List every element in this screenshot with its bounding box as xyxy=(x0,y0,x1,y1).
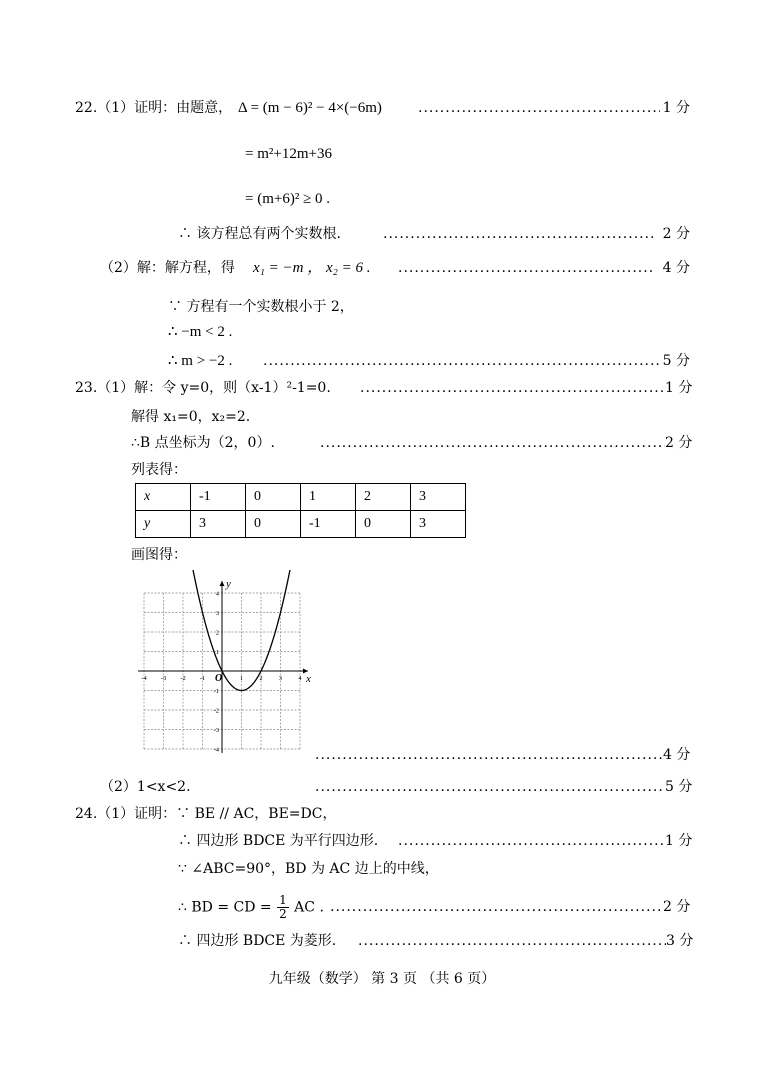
q23-line3-text: ∴B 点坐标为（2，0）. xyxy=(131,435,275,451)
y-tick-label: 1 xyxy=(215,649,219,656)
y-tick-label: 3 xyxy=(215,610,219,617)
q22-line8-text: ∴ m > −2 . xyxy=(168,353,233,369)
x-tick-label: 4 xyxy=(298,675,302,682)
leader-dots xyxy=(398,831,665,851)
table-cell: 0 xyxy=(246,511,301,538)
leader-dots xyxy=(398,258,655,278)
table-cell: 3 xyxy=(411,484,466,511)
table-cell: 2 xyxy=(356,484,411,511)
table-row xyxy=(136,484,466,511)
q24-line2-text: ∴ 四边形 BDCE 为平行四边形. xyxy=(178,833,379,849)
y-tick-label: -4 xyxy=(213,746,219,754)
q23-line1-points: 1 分 xyxy=(665,380,693,396)
x-tick-label: -2 xyxy=(180,675,186,682)
q23-line3-points: 2 分 xyxy=(665,435,693,451)
leader-dots xyxy=(360,378,665,398)
q24-line4-points: 2 分 xyxy=(663,899,691,915)
q22-line1-math: Δ = (m − 6)² − 4×(−6m) xyxy=(238,100,382,116)
fraction-one-half xyxy=(277,894,289,921)
table-cell: 3 xyxy=(411,511,466,538)
leader-dots xyxy=(315,745,663,765)
q22-line1-points: 1 分 xyxy=(662,100,690,116)
table-cell: -1 xyxy=(191,484,246,511)
q22-line4-points: 2 分 xyxy=(662,226,690,242)
y-tick-label: 4 xyxy=(215,590,219,598)
q24-line4 xyxy=(178,894,324,920)
q24-line1-text: 24.（1）证明：∵ BE // AC，BE=DC， xyxy=(75,806,337,822)
parabola-curve xyxy=(187,570,295,690)
x-tick-label: 3 xyxy=(278,675,283,682)
q24-line4-suffix: AC . xyxy=(294,899,324,916)
y-tick-label: -1 xyxy=(213,688,219,695)
table-cell: 3 xyxy=(191,511,246,538)
table-cell: -1 xyxy=(301,511,356,538)
y-axis-arrow xyxy=(220,581,225,586)
q23-line2-text: 解得 x₁=0，x₂=2. xyxy=(131,409,251,425)
q22-line3-math: = (m+6)² ≥ 0 . xyxy=(245,191,331,207)
q23-line1-text: 23.（1）解：令 y=0，则（x-1）²-1=0. xyxy=(75,380,331,396)
x-tick-label: -3 xyxy=(160,675,167,682)
parabola-graph xyxy=(130,570,320,755)
q22-line6-text: ∵ 方程有一个实数根小于 2， xyxy=(168,299,354,315)
q24-line5-points: 3 分 xyxy=(666,933,694,949)
q22-line7-text: ∴ −m < 2 . xyxy=(168,324,233,340)
x-tick-label: 1 xyxy=(239,675,244,682)
origin-label: O xyxy=(215,673,223,684)
table-row xyxy=(136,511,466,538)
y-axis-label: y xyxy=(226,578,231,590)
q23-part2-text: （2）1<x<2. xyxy=(100,779,191,795)
leader-dots xyxy=(383,224,655,244)
q23-graph-points: 4 分 xyxy=(663,747,691,763)
leader-dots xyxy=(330,897,663,917)
leader-dots xyxy=(418,98,660,118)
table-cell: y xyxy=(136,511,191,538)
x-tick-label: 2 xyxy=(259,675,263,682)
q22-line2-math: = m²+12m+36 xyxy=(245,146,332,162)
leader-dots xyxy=(358,931,666,951)
q24-line5-text: ∴ 四边形 BDCE 为菱形. xyxy=(178,933,337,949)
q24-line4-prefix: ∴ BD = CD = xyxy=(178,899,272,916)
q23-part2-points: 5 分 xyxy=(665,779,693,795)
q22-line5-label: （2）解：解方程，得 xyxy=(100,260,235,276)
leader-dots xyxy=(315,777,665,797)
y-tick-label: -3 xyxy=(213,727,219,734)
q22-line1-label: 22.（1）证明：由题意， xyxy=(75,100,233,116)
q23-table-caption: 列表得： xyxy=(131,462,187,478)
fraction-numerator: 1 xyxy=(279,893,287,907)
x-tick-label: -1 xyxy=(199,675,206,682)
xy-value-table xyxy=(135,483,466,538)
y-tick-label: -2 xyxy=(213,707,219,715)
fraction-denominator: 2 xyxy=(279,907,287,921)
q24-line3-text: ∵ ∠ABC=90°，BD 为 AC 边上的中线， xyxy=(178,861,439,877)
q23-graph-caption: 画图得： xyxy=(131,547,187,563)
leader-dots xyxy=(263,351,660,371)
x-tick-label: -4 xyxy=(141,675,147,682)
table-cell: 0 xyxy=(246,484,301,511)
page-footer: 九年级（数学） 第 3 页 （共 6 页） xyxy=(268,971,496,987)
q22-line4-text: ∴ 该方程总有两个实数根. xyxy=(178,226,341,242)
table-cell: 1 xyxy=(301,484,356,511)
table-cell: 0 xyxy=(356,511,411,538)
q22-line5-math: x₁ = −m ， x₂ = 6 . xyxy=(253,260,371,276)
q22-line5-points: 4 分 xyxy=(662,260,690,276)
q24-line2-points: 1 分 xyxy=(665,833,693,849)
y-tick-label: 2 xyxy=(215,629,219,637)
leader-dots xyxy=(320,433,665,453)
table-cell: x xyxy=(136,484,191,511)
q22-line8-points: 5 分 xyxy=(662,353,690,369)
x-axis-label: x xyxy=(306,673,311,685)
